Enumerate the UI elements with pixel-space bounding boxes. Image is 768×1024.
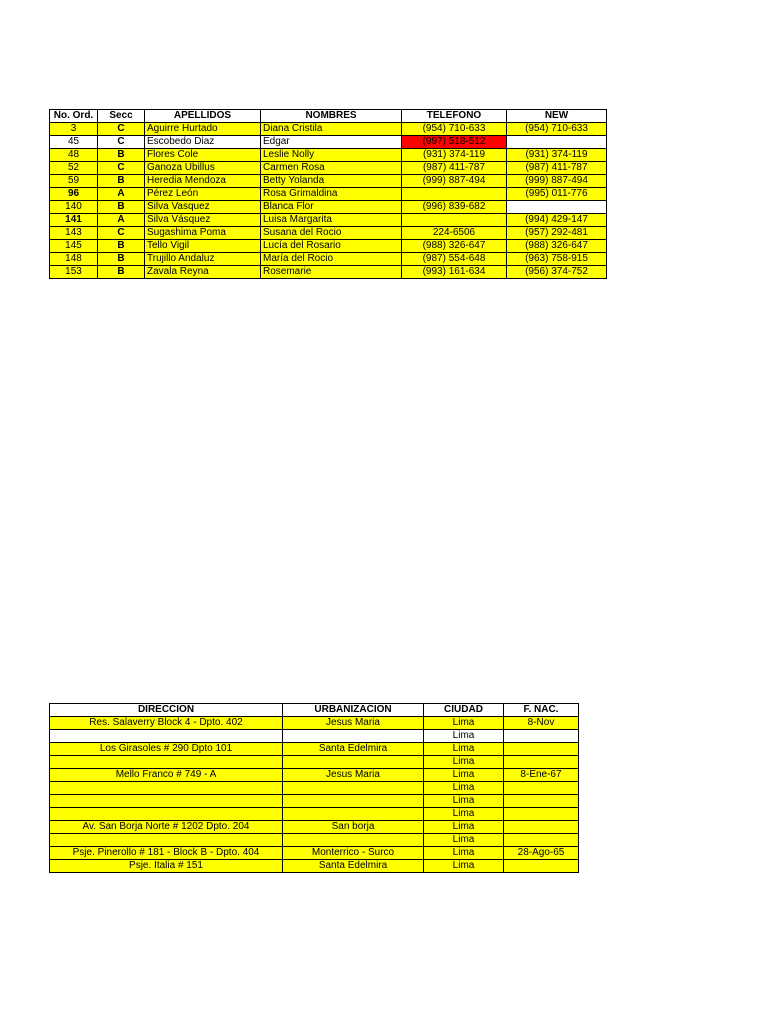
f-nac-cell[interactable] (504, 743, 579, 756)
apellidos-cell[interactable]: Sugashima Poma (145, 227, 261, 240)
table-row (50, 149, 607, 162)
header-nombres: NOMBRES (261, 110, 402, 123)
f-nac-cell[interactable] (504, 808, 579, 821)
telefono-cell[interactable]: 224-6506 (402, 227, 507, 240)
nombres-cell[interactable]: Carmen Rosa (261, 162, 402, 175)
header-secc: Secc (98, 110, 145, 123)
header-telefono: TELEFONO (402, 110, 507, 123)
table-header-row (50, 110, 607, 123)
new-cell[interactable] (507, 201, 607, 214)
table-row (50, 717, 579, 730)
no-ord-cell[interactable]: 48 (50, 149, 98, 162)
no-ord-cell[interactable]: 140 (50, 201, 98, 214)
secc-cell[interactable]: C (98, 136, 145, 149)
f-nac-cell[interactable]: 8-Nov (504, 717, 579, 730)
telefono-cell[interactable] (402, 188, 507, 201)
table-row (50, 847, 579, 860)
new-cell[interactable]: (956) 374-752 (507, 266, 607, 279)
secc-cell[interactable]: B (98, 201, 145, 214)
new-cell[interactable] (507, 136, 607, 149)
header-new: NEW (507, 110, 607, 123)
no-ord-cell[interactable]: 96 (50, 188, 98, 201)
telefono-cell[interactable]: (993) 161-634 (402, 266, 507, 279)
secc-cell[interactable]: A (98, 214, 145, 227)
secc-cell[interactable]: C (98, 123, 145, 136)
telefono-cell[interactable]: (931) 374-119 (402, 149, 507, 162)
nombres-cell[interactable]: Lucía del Rosario (261, 240, 402, 253)
nombres-cell[interactable]: Diana Cristila (261, 123, 402, 136)
table-row (50, 756, 579, 769)
nombres-cell[interactable]: Luisa Margarita (261, 214, 402, 227)
nombres-cell[interactable]: Edgar (261, 136, 402, 149)
telefono-cell[interactable]: (987) 554-648 (402, 253, 507, 266)
table-row (50, 795, 579, 808)
urbanizacion-cell[interactable]: Santa Edelmira (283, 743, 424, 756)
f-nac-cell[interactable] (504, 834, 579, 847)
secc-cell[interactable]: A (98, 188, 145, 201)
nombres-cell[interactable]: Leslie Nolly (261, 149, 402, 162)
apellidos-cell[interactable]: Aguirre Hurtado (145, 123, 261, 136)
urbanizacion-cell[interactable]: Jesus Maria (283, 769, 424, 782)
nombres-cell[interactable]: Blanca Flor (261, 201, 402, 214)
no-ord-cell[interactable]: 153 (50, 266, 98, 279)
new-cell[interactable]: (988) 326-647 (507, 240, 607, 253)
direccion-cell[interactable]: Psje. Italia # 151 (50, 860, 283, 873)
no-ord-cell[interactable]: 59 (50, 175, 98, 188)
secc-cell[interactable]: B (98, 253, 145, 266)
nombres-cell[interactable]: María del Rocio (261, 253, 402, 266)
telefono-cell[interactable]: (954) 710-633 (402, 123, 507, 136)
f-nac-cell[interactable] (504, 756, 579, 769)
table-row (50, 808, 579, 821)
apellidos-cell[interactable]: Flores Cole (145, 149, 261, 162)
no-ord-cell[interactable]: 141 (50, 214, 98, 227)
apellidos-cell[interactable]: Zavala Reyna (145, 266, 261, 279)
new-cell[interactable]: (994) 429-147 (507, 214, 607, 227)
nombres-cell[interactable]: Betty Yolanda (261, 175, 402, 188)
new-cell[interactable]: (963) 758-915 (507, 253, 607, 266)
ciudad-cell[interactable]: Lima (424, 782, 504, 795)
direccion-cell[interactable]: Psje. Pinerollo # 181 - Block B - Dpto. 404 (50, 847, 283, 860)
direccion-cell[interactable] (50, 730, 283, 743)
f-nac-cell[interactable] (504, 860, 579, 873)
telefono-cell[interactable]: (999) 887-494 (402, 175, 507, 188)
nombres-cell[interactable]: Rosemarie (261, 266, 402, 279)
apellidos-cell[interactable]: Heredia Mendoza (145, 175, 261, 188)
urbanizacion-cell[interactable] (283, 795, 424, 808)
header-direccion: DIRECCION (50, 704, 283, 717)
telefono-cell[interactable]: (996) 839-682 (402, 201, 507, 214)
table-row (50, 769, 579, 782)
header-ciudad: CIUDAD (424, 704, 504, 717)
table-row (50, 821, 579, 834)
direccion-cell[interactable]: Los Girasoles # 290 Dpto 101 (50, 743, 283, 756)
f-nac-cell[interactable] (504, 730, 579, 743)
new-cell[interactable]: (999) 887-494 (507, 175, 607, 188)
table-header-row (50, 704, 579, 717)
f-nac-cell[interactable]: 28-Ago-65 (504, 847, 579, 860)
telefono-cell[interactable] (402, 214, 507, 227)
new-cell[interactable]: (995) 011-776 (507, 188, 607, 201)
urbanizacion-cell[interactable]: Jesus Maria (283, 717, 424, 730)
ciudad-cell[interactable]: Lima (424, 730, 504, 743)
table-row (50, 834, 579, 847)
ciudad-cell[interactable]: Lima (424, 821, 504, 834)
secc-cell[interactable]: B (98, 149, 145, 162)
direccion-cell[interactable]: Res. Salaverry Block 4 - Dpto. 402 (50, 717, 283, 730)
ciudad-cell[interactable]: Lima (424, 808, 504, 821)
table-row (50, 136, 607, 149)
new-cell[interactable]: (931) 374-119 (507, 149, 607, 162)
table-row (50, 188, 607, 201)
direccion-cell[interactable] (50, 756, 283, 769)
student-contact-table (49, 109, 607, 279)
nombres-cell[interactable]: Rosa Grimaldina (261, 188, 402, 201)
direccion-cell[interactable] (50, 834, 283, 847)
f-nac-cell[interactable]: 8-Ene-67 (504, 769, 579, 782)
new-cell[interactable]: (957) 292-481 (507, 227, 607, 240)
table-row (50, 782, 579, 795)
table-row (50, 175, 607, 188)
secc-cell[interactable]: B (98, 266, 145, 279)
urbanizacion-cell[interactable]: San borja (283, 821, 424, 834)
ciudad-cell[interactable]: Lima (424, 834, 504, 847)
direccion-cell[interactable] (50, 782, 283, 795)
table-row (50, 743, 579, 756)
table-row (50, 162, 607, 175)
urbanizacion-cell[interactable] (283, 730, 424, 743)
urbanizacion-cell[interactable] (283, 834, 424, 847)
ciudad-cell[interactable]: Lima (424, 769, 504, 782)
secc-cell[interactable]: C (98, 162, 145, 175)
header-no-ord: No. Ord. (50, 110, 98, 123)
ciudad-cell[interactable]: Lima (424, 743, 504, 756)
address-table (49, 703, 579, 873)
ciudad-cell[interactable]: Lima (424, 847, 504, 860)
urbanizacion-cell[interactable] (283, 782, 424, 795)
telefono-cell[interactable]: (997) 518-512 (402, 136, 507, 149)
table-row (50, 240, 607, 253)
no-ord-cell[interactable]: 148 (50, 253, 98, 266)
f-nac-cell[interactable] (504, 782, 579, 795)
no-ord-cell[interactable]: 143 (50, 227, 98, 240)
direccion-cell[interactable] (50, 808, 283, 821)
f-nac-cell[interactable] (504, 795, 579, 808)
apellidos-cell[interactable]: Tello Vigil (145, 240, 261, 253)
urbanizacion-cell[interactable] (283, 756, 424, 769)
table-row (50, 123, 607, 136)
table-row (50, 214, 607, 227)
apellidos-cell[interactable]: Ganoza Ubillus (145, 162, 261, 175)
direccion-cell[interactable] (50, 795, 283, 808)
secc-cell[interactable]: B (98, 240, 145, 253)
ciudad-cell[interactable]: Lima (424, 860, 504, 873)
table-row (50, 201, 607, 214)
apellidos-cell[interactable]: Trujillo Andaluz (145, 253, 261, 266)
apellidos-cell[interactable]: Silva Vásquez (145, 214, 261, 227)
nombres-cell[interactable]: Susana del Rocio (261, 227, 402, 240)
f-nac-cell[interactable] (504, 821, 579, 834)
new-cell[interactable]: (987) 411-787 (507, 162, 607, 175)
apellidos-cell[interactable]: Silva Vasquez (145, 201, 261, 214)
ciudad-cell[interactable]: Lima (424, 795, 504, 808)
ciudad-cell[interactable]: Lima (424, 717, 504, 730)
urbanizacion-cell[interactable]: Monterrico - Surco (283, 847, 424, 860)
table-row (50, 266, 607, 279)
apellidos-cell[interactable]: Pérez León (145, 188, 261, 201)
no-ord-cell[interactable]: 3 (50, 123, 98, 136)
table-row (50, 253, 607, 266)
urbanizacion-cell[interactable]: Santa Edelmira (283, 860, 424, 873)
header-f-nac: F. NAC. (504, 704, 579, 717)
header-urbanizacion: URBANIZACION (283, 704, 424, 717)
telefono-cell[interactable]: (987) 411-787 (402, 162, 507, 175)
direccion-cell[interactable]: Av. San Borja Norte # 1202 Dpto. 204 (50, 821, 283, 834)
no-ord-cell[interactable]: 52 (50, 162, 98, 175)
apellidos-cell[interactable]: Escobedo Diaz (145, 136, 261, 149)
table-row (50, 860, 579, 873)
telefono-cell[interactable]: (988) 326-647 (402, 240, 507, 253)
secc-cell[interactable]: C (98, 227, 145, 240)
no-ord-cell[interactable]: 145 (50, 240, 98, 253)
ciudad-cell[interactable]: Lima (424, 756, 504, 769)
table-row (50, 730, 579, 743)
direccion-cell[interactable]: Mello Franco # 749 - A (50, 769, 283, 782)
urbanizacion-cell[interactable] (283, 808, 424, 821)
new-cell[interactable]: (954) 710-633 (507, 123, 607, 136)
table-row (50, 227, 607, 240)
no-ord-cell[interactable]: 45 (50, 136, 98, 149)
secc-cell[interactable]: B (98, 175, 145, 188)
header-apellidos: APELLIDOS (145, 110, 261, 123)
